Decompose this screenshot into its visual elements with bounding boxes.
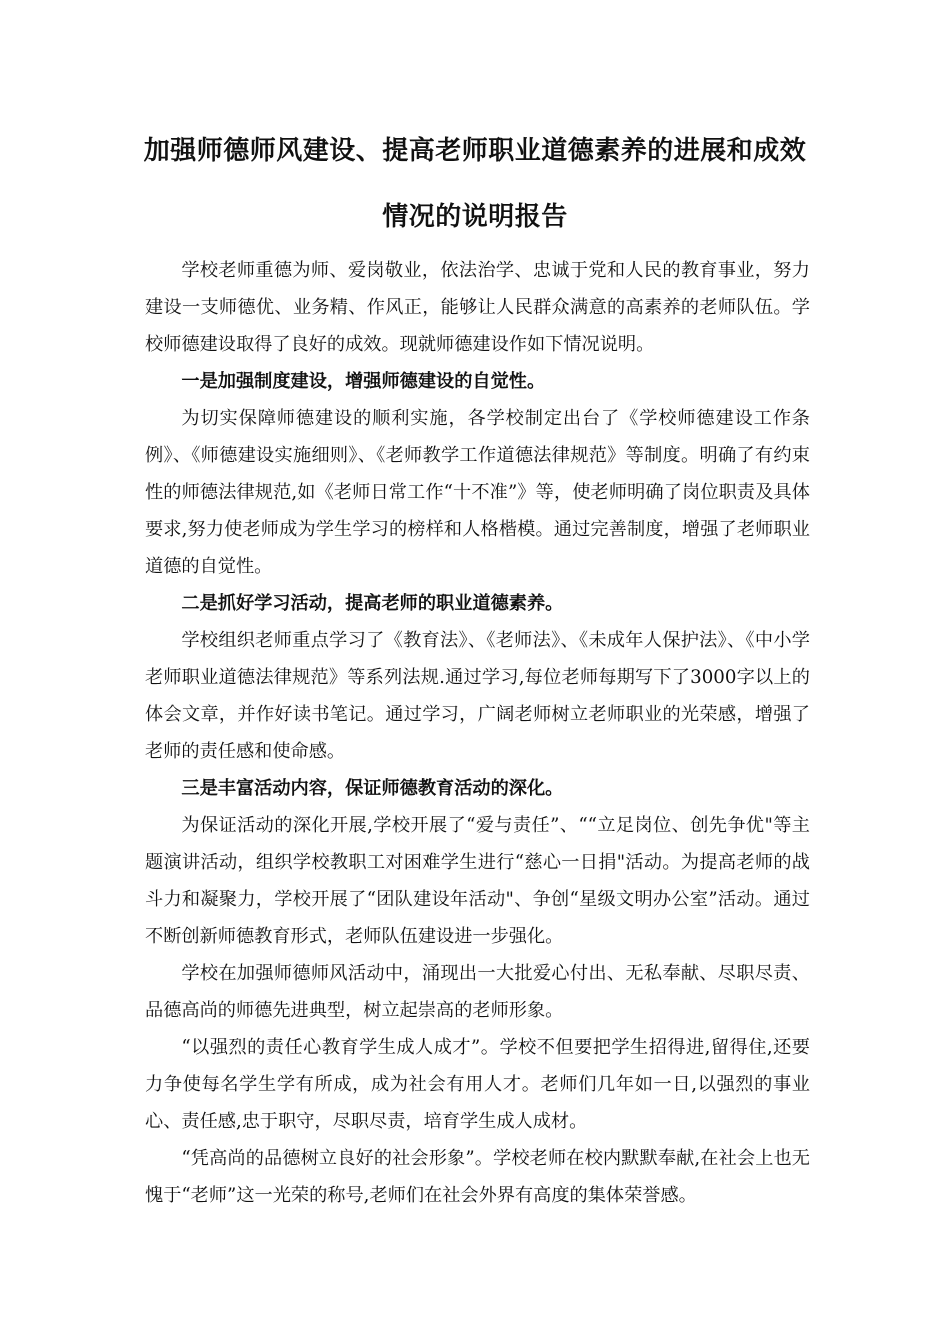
section-heading-2: 二是抓好学习活动，提高老师的职业道德素养。 — [181, 593, 564, 614]
document-title-line-1: 加强师德师风建设、提高老师职业道德素养的进展和成效 — [143, 136, 807, 166]
section-paragraph-2: 学校组织老师重点学习了《教育法》、《老师法》、《未成年人保护法》、《中小学老师职业道德法律规范》等系列法规.通过学习,每位老师每期写下了3000字以上的体会文章，并作好读书笔记。通过学习，广阔老师树立老师职业的光荣感，增强了老师的责任感和使命感。 — [145, 630, 810, 762]
intro-paragraph: 学校老师重德为师、爱岗敬业，依法治学、忠诚于党和人民的教育事业，努力建设一支师德优、业务精、作风正，能够让人民群众满意的高素养的老师队伍。学校师德建设取得了良好的成效。现就师德建设作如下情况说明。 — [145, 260, 810, 355]
document-body — [145, 252, 810, 1214]
section-paragraph-3: 为保证活动的深化开展,学校开展了“爱与责任”、““立足岗位、创先争优"等主题演讲活动，组织学校教职工对困难学生进行“慈心一日捐"活动。为提高老师的战斗力和凝聚力，学校开展了“团队建设年活动"、争创“星级文明办公室”活动。通过不断创新师德教育形式，老师队伍建设进一步强化。 — [145, 815, 810, 947]
quote-paragraph-1: “以强烈的责任心教育学生成人成才”。学校不但要把学生招得进,留得住,还要力争使每名学生学有所成，成为社会有用人才。老师们几年如一日,以强烈的事业心、责任感,忠于职守，尽职尽责，培育学生成人成材。 — [145, 1037, 810, 1132]
section-heading-3: 三是丰富活动内容，保证师德教育活动的深化。 — [181, 778, 564, 799]
section-heading-1: 一是加强制度建设，增强师德建设的自觉性。 — [181, 371, 546, 392]
quote-paragraph-2: “凭高尚的品德树立良好的社会形象”。学校老师在校内默默奉献,在社会上也无愧于“老师”这一光荣的称号,老师们在社会外界有高度的集体荣誉感。 — [145, 1148, 810, 1206]
document-title-line-2: 情况的说明报告 — [382, 202, 568, 232]
section-paragraph-1: 为切实保障师德建设的顺利实施，各学校制定出台了《学校师德建设工作条例》、《师德建设实施细则》、《老师教学工作道德法律规范》等制度。明确了有约束性的师德法律规范,如《老师日常工作“十不准”》等，使老师明确了岗位职责及具体要求,努力使老师成为学生学习的榜样和人格楷模。通过完善制度，增强了老师职业道德的自觉性。 — [145, 408, 810, 577]
summary-paragraph: 学校在加强师德师风活动中，涌现出一大批爱心付出、无私奉献、尽职尽责、品德高尚的师德先进典型，树立起崇高的老师形象。 — [145, 963, 810, 1021]
